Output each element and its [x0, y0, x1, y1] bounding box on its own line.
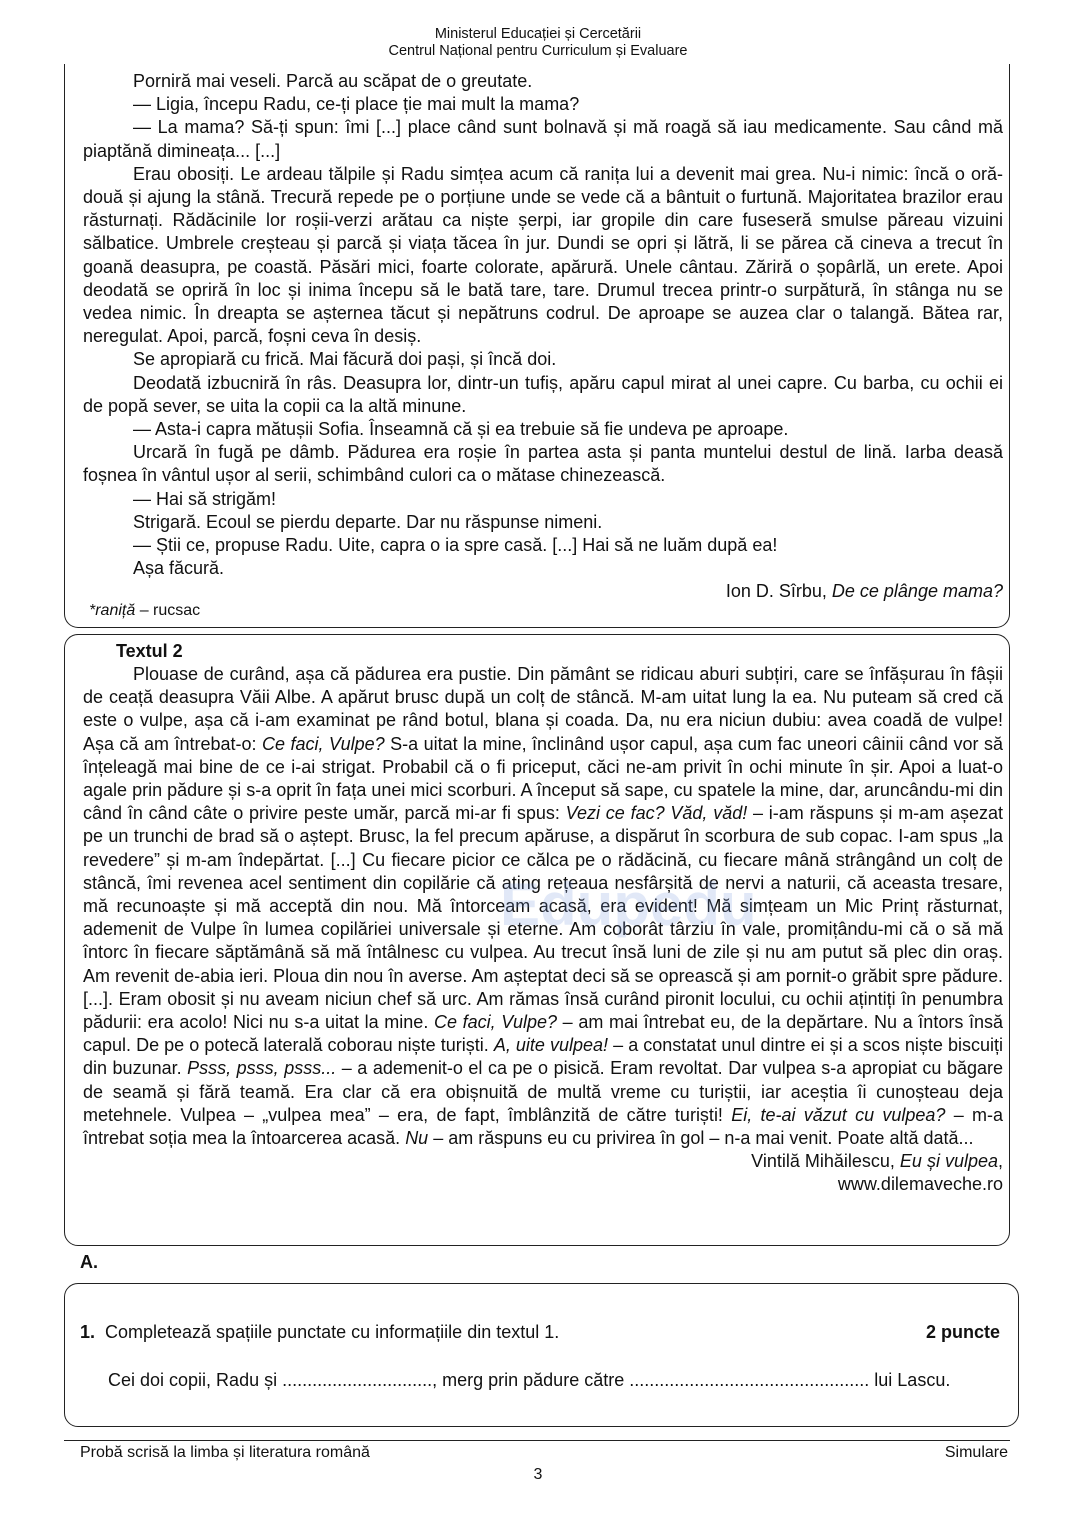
text2-segment: – m-a întrebat soția mea la întoarcerea acasă.	[83, 1104, 1003, 1149]
footer-divider	[64, 1440, 1010, 1441]
text1-paragraph: — Hai să strigăm!	[133, 488, 277, 509]
header-center: Centrul Național pentru Curriculum și Evaluare	[388, 43, 688, 59]
text1-paragraph: Se apropiară cu frică. Mai făcură doi pași, și încă doi.	[133, 349, 557, 370]
text2-segment: S-a uitat la mine, înclinând ușor capul, așa cum fac uneori câinii când vor să înțeleagă mai bine de ce i-ai strigat. Probabil că o fi priceput, căci ne-am privit în ochi minute în șir. Apoi a luat-o agale prin pădure și s-a oprit în fața unei mici scorburi. A început să sape, cu spatele la mine, dar, aruncându-mi din când în când câte o privire peste umăr, parcă mi-ar fi spus:	[83, 733, 1003, 824]
text2-italic: Ei, te-ai văzut cu vulpea?	[731, 1104, 946, 1125]
text1-author: Ion D. Sîrbu,	[725, 581, 832, 602]
watermark: Edupedu	[500, 871, 757, 938]
question1-text: Completează spațiile punctate cu informațiile din textul 1.	[105, 1322, 560, 1342]
text2-box	[64, 634, 1010, 1246]
text1-paragraph: — Asta-i capra mătușii Sofia. Înseamnă că și ea trebuie să fie undeva pe aproape.	[133, 419, 789, 440]
text1-paragraph: Strigară. Ecoul se pierdu departe. Dar nu răspunse nimeni.	[133, 511, 603, 532]
page-header	[0, 26, 1076, 60]
text1-work: De ce plânge mama?	[831, 581, 1003, 602]
header-ministry: Ministerul Educației și Cercetării	[434, 26, 642, 42]
text2-attribution: Vintilă Mihăilescu, Eu și vulpea,	[751, 1151, 1003, 1172]
text2-segment: – a constatat unul dintre ei și a scos niște biscuiți din buzunar.	[83, 1035, 1003, 1079]
text1-attribution	[83, 580, 1003, 603]
question1-box	[64, 1283, 1019, 1427]
footnote-definition: – rucsac	[135, 602, 201, 619]
text2-segment: – i-am răspuns și m-am așezat pe un trunchi de brad să o aștept. Brusc, la fel precum apăruse, a dispărut în scorbura de sub copac. I-am spus „la revedere” și m-am îndepărtat. [...] Cu fiecare picior ce călca pe o rădăcină, cu fiecare mână strângând un colț de stâncă, îmi revenea acel sentiment din copilărie că ating rețeaua nesfârșită de nervi a naturii, că aceasta tresare, mă recunoaște și mă acceptă din nou. Mă întorceam acasă, era evident! Mă simțeam un Mic Prinț răsturnat, ademenit de Vulpe în lumea copilăriei universale și eterne. Am coborât târziu în vale, promițându-mi că o să mă întorc în fiecare săptămână să mă întâlnesc cu vulpea. Au trecut însă luni de zile și nu am putut să plec din oraș. Am revenit de-abia ieri. Ploua din nou în averse. Am așteptat deci să se oprească și am pornit-o grăbit spre pădure. [...]. Eram obosit și nu aveam niciun chef să urc. Am rămas însă curând pironit locului, cu ochii ațintiți în penumbra pădurii: era acolo! Nici nu s-a uitat la mine.	[83, 803, 1004, 1033]
text1-paragraph: Deodată izbucniră în râs. Deasupra lor, dintr-un tufiș, apăru capul mirat al unei capre. Cu barba, cu ochii ei de popă sever, se uita la copii ca la altă minune.	[83, 372, 1003, 416]
fill-text: lui Lascu.	[869, 1370, 951, 1390]
text2-italic: Psss, psss, psss...	[187, 1058, 337, 1079]
text2-italic: Ce faci, Vulpe?	[433, 1012, 558, 1033]
footnote	[89, 602, 200, 620]
text1-paragraph: — Știi ce, propuse Radu. Uite, capra o ia spre casă. [...] Hai să ne luăm după ea!	[133, 535, 778, 556]
text1-paragraph: Urcară în fugă pe dâmb. Pădurea era roșie în partea asta și panta muntelui destul de lină. Iarba deasă foșnea în vântul ușor al serii, schimbând culori ca o mătase chinezească.	[83, 442, 1003, 486]
text2-italic: Vezi ce fac? Văd, văd!	[565, 803, 748, 824]
fill-text: Cei doi copii, Radu și	[108, 1370, 283, 1390]
section-label: A.	[80, 1252, 98, 1272]
page-number: 3	[533, 1466, 543, 1483]
text2-author: Vintilă Mihăilescu,	[751, 1151, 900, 1172]
text1-paragraph: — La mama? Să-ți spun: îmi [...] place când sunt bolnavă și mă roagă să iau medicamente. Sau când mă piaptănă dimineața... [...]	[83, 117, 1003, 161]
text1-box	[64, 64, 1010, 628]
text2-italic: Nu	[405, 1128, 429, 1149]
text2-italic: A, uite vulpea!	[493, 1035, 609, 1056]
text2-title: Textul 2	[116, 641, 183, 661]
text1-paragraph: Erau obosiți. Le ardeau tălpile și Radu simțea acum că ranița lui a devenit mai grea. Nu-i nimic: încă o oră-două și ajung la stână. Trecură repede pe o porțiune unde se vede că a bântuit o furtună. Majoritatea brazilor erau răsturnați. Rădăcinile lor roșii-verzi arătau ca niște șerpi, iar gropile din care fuseseră smulse păreau vizuini sălbatice. Umbrele creșteau și parcă și viața tăcea în jur. Dundi se opri și lătră, li se părea că cineva a trecut în goană deasupra, pe coastă. Păsări mici, foarte colorate, apărură. Unele cântau. Zăriră o șopârlă, un erete. Apoi deodată se opriră în loc și inima începu să le bată tare, tare. Drumul trecea printr-o surpătură, în stânga nu se vedea nimic. În dreapta se așternea tăcut și nepătruns codrul. De aproape se auzea clar o talangă. Bătea rar, neregulat. Apoi, parcă, foșni ceva în desiș.	[83, 163, 1003, 347]
text2-segment: – a ademenit-o el ca pe o pisică. Eram revoltat. Dar vulpea s-a apropiat cu băgare de seamă și fără teamă. Era clar că era obișnuită de multă vreme cu turiștii, iar aceștia îi cunoșteau deja metehnele. Vulpea – „vulpea mea” – era, de fapt, îmblânzită de către turiști!	[83, 1058, 1004, 1125]
text2-source: www.dilemaveche.ro	[837, 1174, 1003, 1195]
question1-fill-line	[108, 1370, 950, 1391]
text1-body	[83, 70, 1003, 604]
text2-work: Eu și vulpea	[899, 1151, 998, 1172]
text2-segment: – am răspuns eu cu privirea în gol – n-a mai venit. Poate altă dată...	[428, 1128, 974, 1149]
footnote-term: *raniță	[89, 602, 136, 619]
text2-segment: Plouase de curând, așa că pădurea era pustie. Din pământ se ridicau aburi subțiri, care se înfășurau în fâșii de ceață deasupra Văii Albe. A apărut brusc după un colț de stâncă. M-am uitat lung la ea. Nu puteam să cred că este o vulpe, așa că i-am examinat pe rând botul, blana și coada. Da, nu era niciun dubiu: avea coadă de vulpe! Așa că am întrebat-o:	[83, 664, 1003, 754]
blank-field[interactable]: ..............................	[282, 1370, 433, 1390]
text1-paragraph: Așa făcură.	[133, 558, 225, 579]
footer-right: Simulare	[944, 1444, 1008, 1461]
text1-paragraph: — Ligia, începu Radu, ce-ți place ție mai mult la mama?	[133, 94, 580, 115]
text2-segment: – am mai întrebat eu, de la depărtare. Nu a întors însă capul. De pe o potecă laterală coborau niște turiști.	[83, 1012, 1003, 1056]
question1-points: 2 puncte	[925, 1322, 1000, 1342]
question1-number: 1.	[80, 1322, 96, 1342]
fill-text: , merg prin pădure către	[432, 1370, 630, 1390]
blank-field[interactable]: ................................................	[629, 1370, 870, 1390]
footer-left: Probă scrisă la limba și literatura română	[80, 1444, 370, 1461]
text1-paragraph: Porniră mai veseli. Parcă au scăpat de o greutate.	[133, 71, 533, 91]
text2-italic: Ce faci, Vulpe?	[261, 733, 385, 754]
